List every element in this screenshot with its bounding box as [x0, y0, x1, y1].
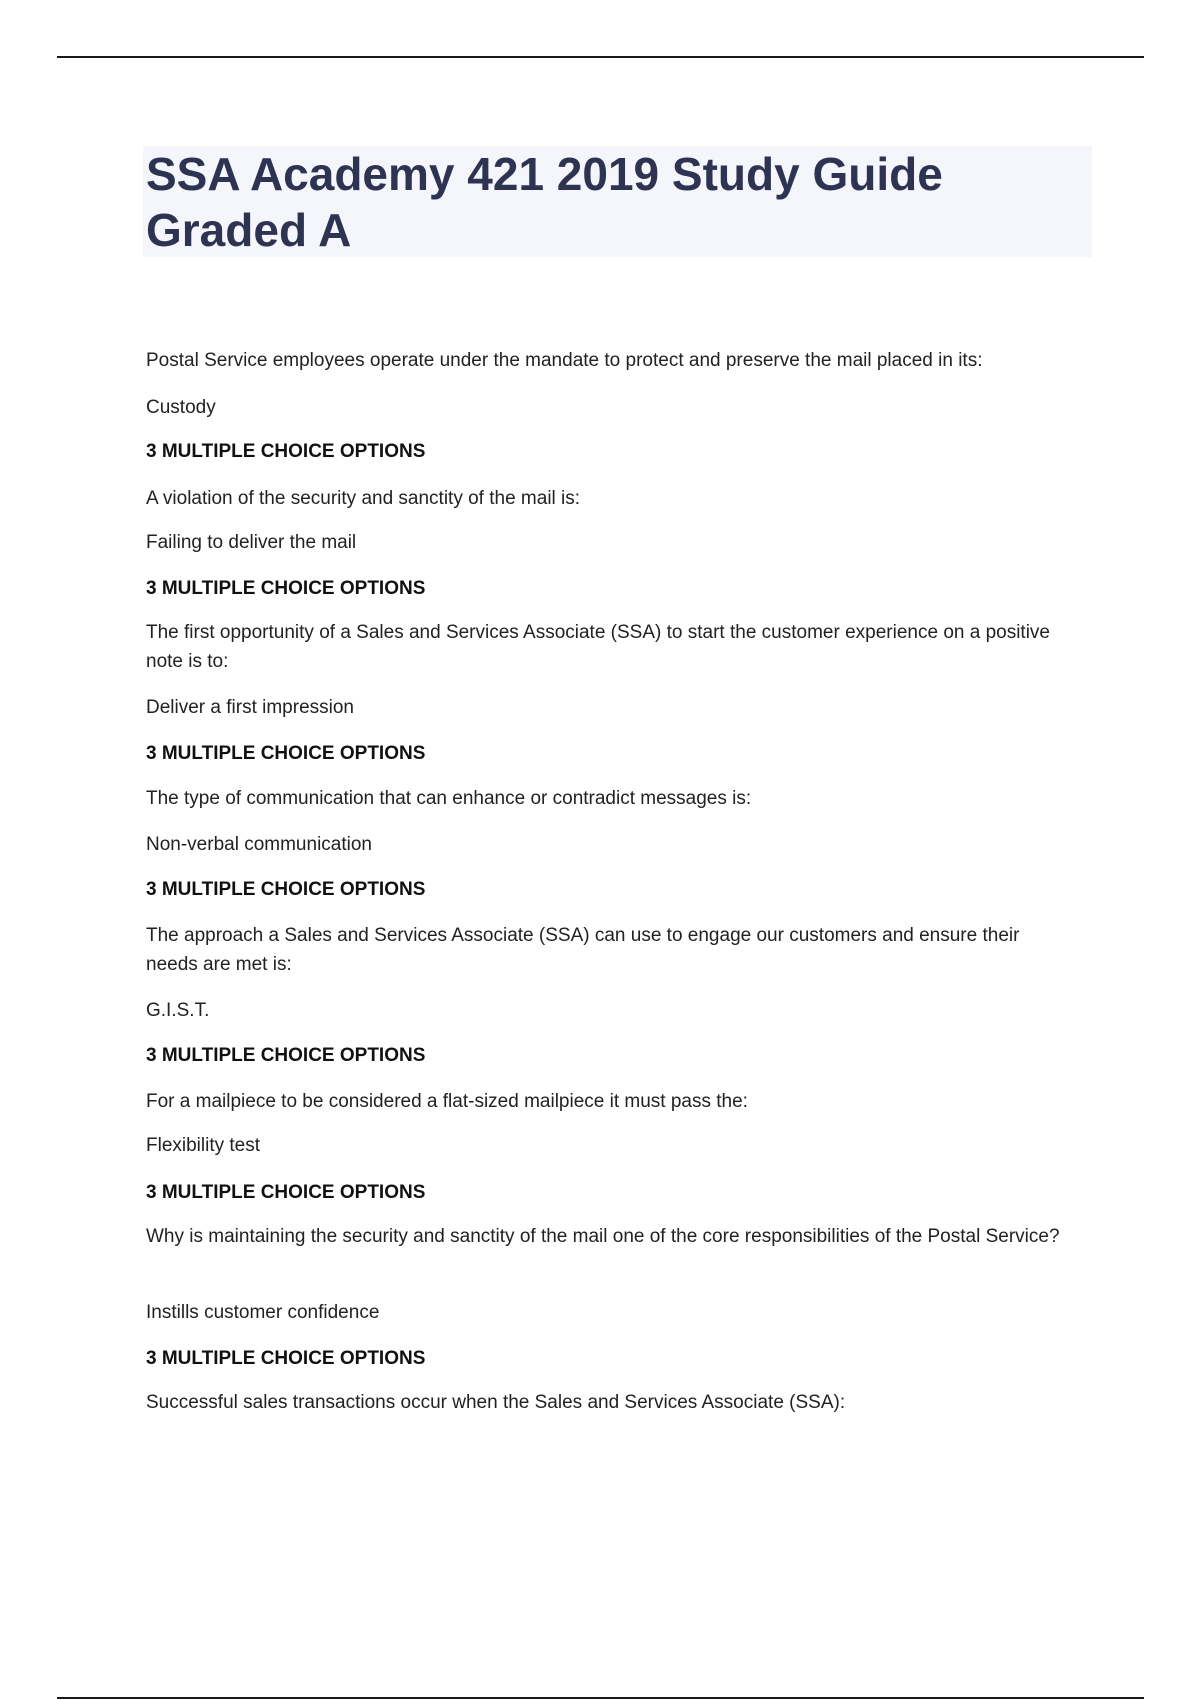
- question-4: The type of communication that can enhance or contradict messages is:: [146, 788, 752, 809]
- question-7: Why is maintaining the security and sanctity of the mail one of the core responsibilities of the Postal Service?: [146, 1226, 1060, 1247]
- question-3: The first opportunity of a Sales and Services Associate (SSA) to start the customer experience on a positive note is to:: [146, 622, 1051, 672]
- answer-1: Custody: [146, 397, 216, 418]
- answer-4: Non-verbal communication: [146, 834, 372, 855]
- question-1: Postal Service employees operate under the mandate to protect and preserve the mail placed in its:: [146, 350, 983, 371]
- options-label-7: 3 MULTIPLE CHOICE OPTIONS: [146, 1348, 426, 1369]
- question-8: Successful sales transactions occur when the Sales and Services Associate (SSA):: [146, 1392, 846, 1413]
- options-label-2: 3 MULTIPLE CHOICE OPTIONS: [146, 578, 426, 599]
- question-2: A violation of the security and sanctity of the mail is:: [146, 488, 581, 509]
- options-label-1: 3 MULTIPLE CHOICE OPTIONS: [146, 441, 426, 462]
- options-label-6: 3 MULTIPLE CHOICE OPTIONS: [146, 1182, 426, 1203]
- options-label-3: 3 MULTIPLE CHOICE OPTIONS: [146, 743, 426, 764]
- answer-3: Deliver a first impression: [146, 697, 354, 718]
- header-rule: [57, 56, 1144, 58]
- answer-5: G.I.S.T.: [146, 1000, 210, 1021]
- question-5: The approach a Sales and Services Associate (SSA) can use to engage our customers and ensure their needs are met is:: [146, 925, 1020, 975]
- question-6: For a mailpiece to be considered a flat-sized mailpiece it must pass the:: [146, 1091, 748, 1112]
- options-label-5: 3 MULTIPLE CHOICE OPTIONS: [146, 1045, 426, 1066]
- options-label-4: 3 MULTIPLE CHOICE OPTIONS: [146, 879, 426, 900]
- answer-7: Instills customer confidence: [146, 1302, 380, 1323]
- answer-6: Flexibility test: [146, 1135, 261, 1156]
- footer-rule: [57, 1697, 1144, 1699]
- page-title: SSA Academy 421 2019 Study Guide Graded A: [146, 148, 943, 256]
- title-block: [143, 146, 1092, 257]
- answer-2: Failing to deliver the mail: [146, 532, 357, 553]
